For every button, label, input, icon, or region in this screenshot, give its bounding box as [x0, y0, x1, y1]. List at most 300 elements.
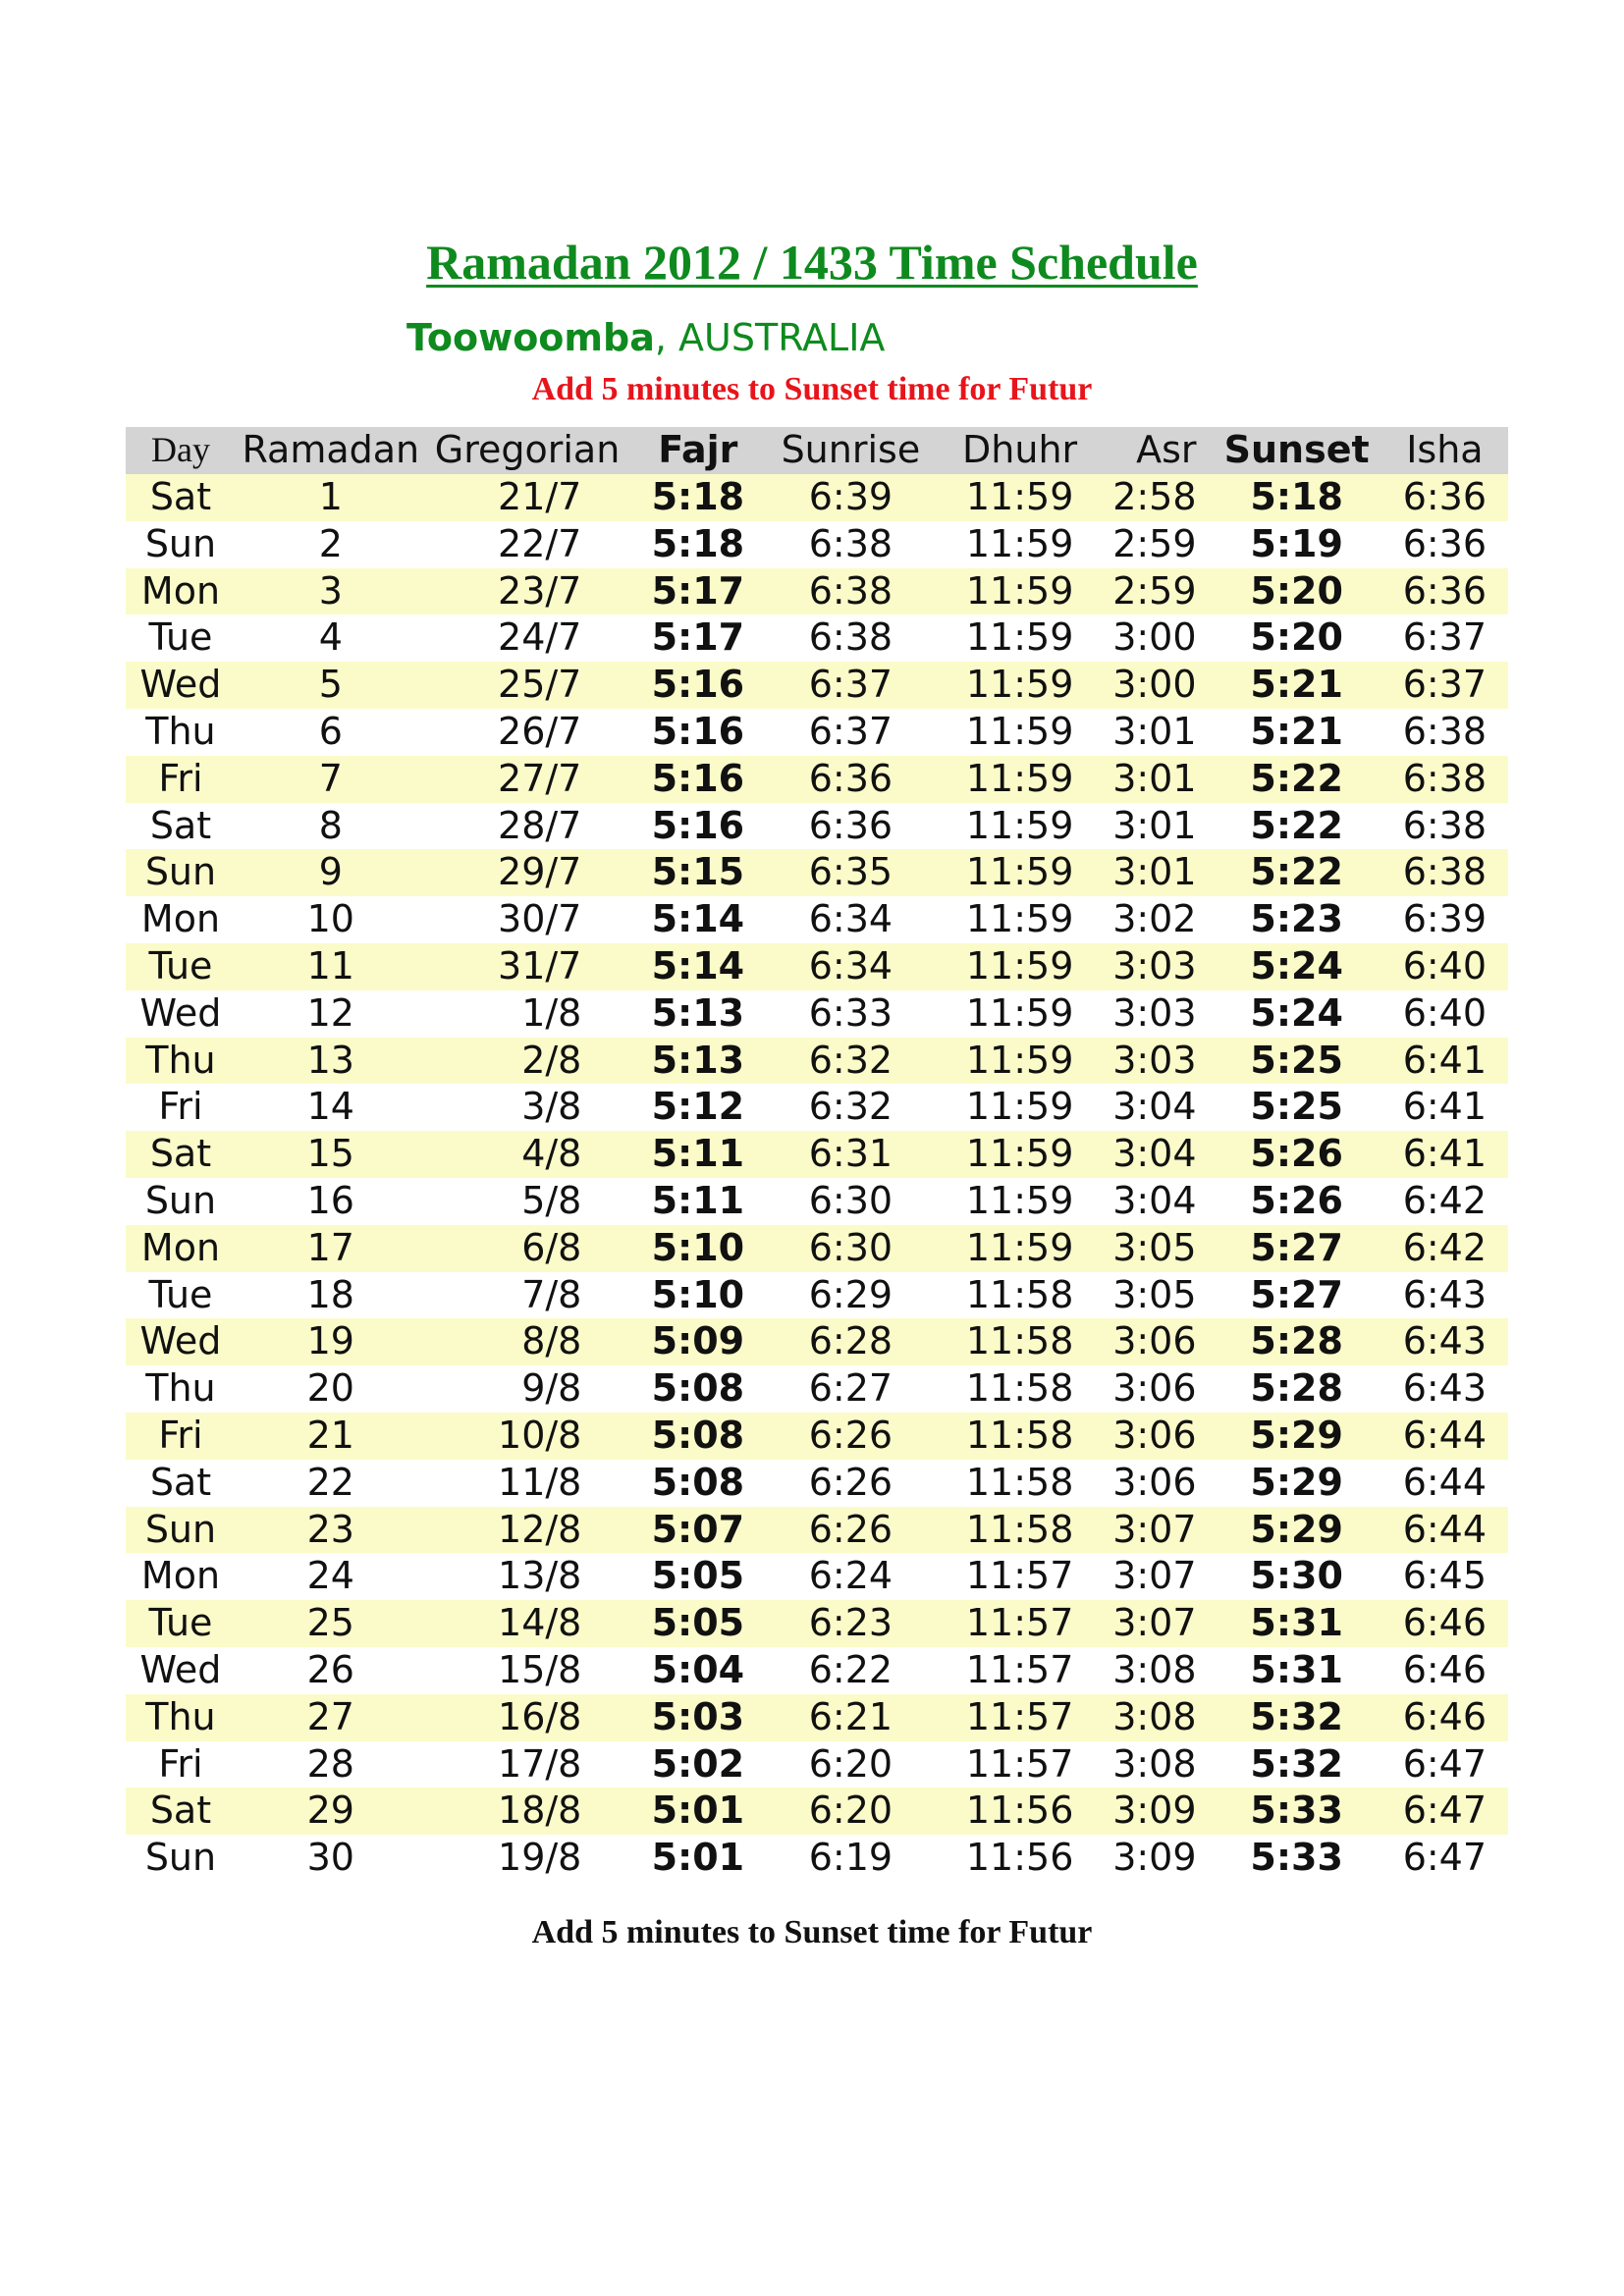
cell-isha: 6:43: [1402, 1366, 1488, 1411]
table-row: [126, 1553, 1508, 1600]
cell-fajr: 5:10: [651, 1272, 745, 1316]
cell-sunrise: 6:19: [808, 1836, 893, 1880]
cell-sunrise: 6:26: [767, 1507, 934, 1554]
cell-isha: 6:39: [1402, 897, 1488, 941]
cell-sunrise: 6:28: [767, 1318, 934, 1365]
cell-fajr: 5:18: [651, 521, 745, 565]
cell-fajr: 5:08: [651, 1366, 745, 1411]
cell-fajr: 5:14: [628, 943, 767, 990]
cell-fajr: 5:16: [628, 662, 767, 709]
cell-dhuhr: 11:59: [934, 1225, 1105, 1272]
cell-asr: 3:00: [1106, 662, 1213, 709]
page-title-text: Ramadan 2012 / 1433 Time Schedule: [426, 235, 1198, 290]
table-row: [126, 1365, 1508, 1413]
cell-sunrise: 6:30: [808, 1178, 893, 1222]
cell-ramadan: 29: [236, 1788, 426, 1835]
cell-sunrise: 6:20: [767, 1788, 934, 1835]
cell-sunset: 5:19: [1250, 521, 1343, 565]
cell-dhuhr: 11:59: [934, 943, 1105, 990]
cell-sunset: 5:22: [1213, 756, 1381, 803]
table-row: [126, 521, 1508, 568]
cell-isha: 6:44: [1381, 1413, 1508, 1460]
cell-isha: 6:47: [1381, 1788, 1508, 1835]
cell-sunset: 5:27: [1213, 1225, 1381, 1272]
header-fajr: Fajr: [628, 427, 767, 474]
cell-asr: 3:05: [1106, 1225, 1213, 1272]
table-row: [126, 1318, 1508, 1365]
cell-isha: 6:37: [1402, 615, 1488, 660]
cell-fajr: 5:05: [628, 1600, 767, 1647]
cell-gregorian: 12/8: [426, 1507, 629, 1554]
cell-gregorian: 5/8: [521, 1178, 582, 1222]
cell-sunset: 5:23: [1250, 897, 1343, 941]
cell-gregorian: 16/8: [426, 1694, 629, 1741]
cell-gregorian: 22/7: [498, 521, 582, 565]
cell-asr: 3:09: [1112, 1836, 1197, 1880]
cell-ramadan: 10: [306, 897, 354, 941]
cell-isha: 6:41: [1402, 1085, 1488, 1129]
cell-sunset: 5:32: [1250, 1741, 1343, 1786]
cell-fajr: 5:16: [628, 756, 767, 803]
cell-sunrise: 6:26: [808, 1460, 893, 1504]
table-row: [126, 1647, 1508, 1694]
header-asr: Asr: [1106, 427, 1213, 474]
cell-fajr: 5:11: [628, 1131, 767, 1178]
cell-dhuhr: 11:58: [934, 1413, 1105, 1460]
cell-asr: 3:01: [1112, 803, 1197, 847]
cell-isha: 6:38: [1381, 756, 1508, 803]
cell-isha: 6:44: [1381, 1507, 1508, 1554]
cell-day: Sun: [126, 849, 236, 896]
cell-ramadan: 25: [236, 1600, 426, 1647]
table-row: [126, 896, 1508, 943]
cell-gregorian: 2/8: [426, 1038, 629, 1085]
cell-sunrise: 6:32: [808, 1085, 893, 1129]
table-row: [126, 1038, 1508, 1085]
cell-ramadan: 1: [236, 474, 426, 521]
cell-sunset: 5:33: [1213, 1788, 1381, 1835]
location: [406, 316, 885, 359]
cell-sunrise: 6:23: [767, 1600, 934, 1647]
cell-fajr: 5:14: [651, 897, 745, 941]
cell-sunrise: 6:35: [767, 849, 934, 896]
cell-day: Tue: [148, 615, 213, 660]
location-country: AUSTRALIA: [678, 316, 886, 359]
cell-gregorian: 23/7: [426, 568, 629, 615]
cell-isha: 6:47: [1402, 1741, 1488, 1786]
cell-ramadan: 8: [318, 803, 343, 847]
header-day: Day: [126, 427, 236, 474]
cell-fajr: 5:07: [628, 1507, 767, 1554]
cell-sunrise: 6:22: [808, 1647, 893, 1691]
cell-sunrise: 6:34: [808, 897, 893, 941]
cell-gregorian: 18/8: [426, 1788, 629, 1835]
cell-sunrise: 6:21: [767, 1694, 934, 1741]
cell-sunrise: 6:38: [767, 568, 934, 615]
cell-dhuhr: 11:59: [934, 568, 1105, 615]
cell-day: Sat: [149, 1460, 212, 1504]
cell-gregorian: 31/7: [426, 943, 629, 990]
cell-asr: 3:05: [1112, 1272, 1197, 1316]
cell-dhuhr: 11:59: [934, 849, 1105, 896]
cell-dhuhr: 11:59: [934, 1038, 1105, 1085]
cell-gregorian: 27/7: [426, 756, 629, 803]
cell-isha: 6:41: [1381, 1038, 1508, 1085]
cell-isha: 6:47: [1402, 1836, 1488, 1880]
cell-fajr: 5:13: [628, 1038, 767, 1085]
cell-day: Fri: [158, 1085, 203, 1129]
cell-day: Sat: [126, 1131, 236, 1178]
cell-sunrise: 6:34: [767, 943, 934, 990]
table-row: [126, 990, 1508, 1038]
cell-isha: 6:38: [1381, 849, 1508, 896]
cell-asr: 3:07: [1106, 1507, 1213, 1554]
cell-ramadan: 4: [318, 615, 343, 660]
cell-day: Thu: [145, 709, 216, 753]
location-city: Toowoomba: [406, 316, 655, 359]
cell-ramadan: 26: [306, 1647, 354, 1691]
cell-sunset: 5:22: [1213, 849, 1381, 896]
cell-dhuhr: 11:57: [934, 1600, 1105, 1647]
cell-sunrise: 6:27: [808, 1366, 893, 1411]
cell-day: Sun: [144, 521, 217, 565]
cell-fajr: 5:03: [628, 1694, 767, 1741]
cell-day: Sun: [126, 1507, 236, 1554]
cell-dhuhr: 11:59: [934, 662, 1105, 709]
cell-fajr: 5:10: [628, 1225, 767, 1272]
cell-sunrise: 6:20: [808, 1741, 893, 1786]
cell-ramadan: 11: [236, 943, 426, 990]
cell-sunrise: 6:36: [808, 803, 893, 847]
cell-gregorian: 8/8: [426, 1318, 629, 1365]
cell-fajr: 5:17: [628, 568, 767, 615]
cell-sunset: 5:29: [1213, 1413, 1381, 1460]
cell-ramadan: 27: [236, 1694, 426, 1741]
cell-ramadan: 28: [306, 1741, 354, 1786]
cell-ramadan: 24: [306, 1554, 354, 1598]
cell-day: Fri: [126, 1413, 236, 1460]
header-ramadan: Ramadan: [236, 427, 426, 474]
cell-asr: 3:07: [1106, 1600, 1213, 1647]
header-dhuhr: Dhuhr: [934, 427, 1105, 474]
cell-day: Mon: [140, 897, 221, 941]
futur-notice-top: Add 5 minutes to Sunset time for Futur: [531, 371, 1093, 407]
cell-fajr: 5:04: [651, 1647, 745, 1691]
cell-isha: 6:40: [1381, 943, 1508, 990]
cell-day: Thu: [145, 1366, 216, 1411]
cell-sunset: 5:25: [1250, 1085, 1343, 1129]
cell-sunset: 5:20: [1213, 568, 1381, 615]
cell-dhuhr: 11:59: [934, 474, 1105, 521]
cell-gregorian: 19/8: [498, 1836, 582, 1880]
cell-fajr: 5:18: [628, 474, 767, 521]
cell-sunrise: 6:37: [808, 709, 893, 753]
cell-sunset: 5:18: [1213, 474, 1381, 521]
cell-dhuhr: 11:57: [934, 1694, 1105, 1741]
cell-gregorian: 9/8: [521, 1366, 582, 1411]
cell-asr: 3:01: [1106, 756, 1213, 803]
cell-sunset: 5:27: [1250, 1272, 1343, 1316]
cell-ramadan: 12: [306, 990, 354, 1035]
futur-notice-bottom: Add 5 minutes to Sunset time for Futur: [531, 1914, 1093, 1950]
cell-isha: 6:46: [1381, 1694, 1508, 1741]
cell-ramadan: 13: [236, 1038, 426, 1085]
cell-isha: 6:42: [1402, 1178, 1488, 1222]
cell-sunrise: 6:29: [808, 1272, 893, 1316]
table-row: [126, 1835, 1508, 1882]
cell-fajr: 5:08: [628, 1413, 767, 1460]
cell-asr: 3:08: [1106, 1694, 1213, 1741]
cell-dhuhr: 11:59: [965, 615, 1074, 660]
cell-gregorian: 7/8: [521, 1272, 582, 1316]
table-row: [126, 662, 1508, 709]
cell-day: Mon: [126, 568, 236, 615]
cell-sunset: 5:28: [1213, 1318, 1381, 1365]
cell-isha: 6:43: [1402, 1272, 1488, 1316]
cell-fajr: 5:01: [651, 1836, 745, 1880]
cell-day: Fri: [126, 756, 236, 803]
cell-sunset: 5:26: [1213, 1131, 1381, 1178]
cell-ramadan: 19: [236, 1318, 426, 1365]
cell-day: Wed: [126, 662, 236, 709]
cell-sunset: 5:28: [1250, 1366, 1343, 1411]
cell-dhuhr: 11:59: [965, 803, 1074, 847]
table-body: [126, 474, 1508, 1882]
cell-dhuhr: 11:58: [934, 1507, 1105, 1554]
table-header-row: [126, 427, 1508, 474]
cell-day: Tue: [126, 943, 236, 990]
cell-asr: 3:06: [1112, 1460, 1197, 1504]
cell-dhuhr: 11:59: [965, 1085, 1074, 1129]
cell-isha: 6:46: [1402, 1647, 1488, 1691]
cell-sunset: 5:22: [1250, 803, 1343, 847]
cell-day: Sat: [126, 1788, 236, 1835]
cell-sunset: 5:21: [1213, 662, 1381, 709]
cell-sunrise: 6:33: [808, 990, 893, 1035]
cell-fajr: 5:12: [651, 1085, 745, 1129]
cell-gregorian: 1/8: [521, 990, 582, 1035]
cell-ramadan: 16: [306, 1178, 354, 1222]
cell-gregorian: 24/7: [498, 615, 582, 660]
cell-dhuhr: 11:58: [934, 1318, 1105, 1365]
cell-sunrise: 6:30: [767, 1225, 934, 1272]
cell-fajr: 5:08: [651, 1460, 745, 1504]
table-row: [126, 1741, 1508, 1789]
table-row: [126, 803, 1508, 850]
table-row: [126, 568, 1508, 615]
table-row: [126, 1131, 1508, 1178]
cell-ramadan: 6: [318, 709, 343, 753]
cell-gregorian: 3/8: [521, 1085, 582, 1129]
cell-asr: 2:59: [1112, 521, 1197, 565]
cell-sunset: 5:33: [1250, 1836, 1343, 1880]
cell-sunset: 5:25: [1213, 1038, 1381, 1085]
cell-gregorian: 4/8: [426, 1131, 629, 1178]
cell-isha: 6:40: [1402, 990, 1488, 1035]
cell-day: Wed: [139, 990, 222, 1035]
cell-asr: 3:07: [1112, 1554, 1197, 1598]
cell-sunset: 5:24: [1250, 990, 1343, 1035]
cell-isha: 6:44: [1402, 1460, 1488, 1504]
cell-sunrise: 6:32: [767, 1038, 934, 1085]
cell-isha: 6:37: [1381, 662, 1508, 709]
table-row: [126, 849, 1508, 896]
cell-asr: 3:08: [1112, 1647, 1197, 1691]
cell-fajr: 5:16: [651, 803, 745, 847]
table-row: [126, 1788, 1508, 1835]
table-row: [126, 1178, 1508, 1225]
cell-day: Mon: [140, 1554, 221, 1598]
cell-fajr: 5:13: [651, 990, 745, 1035]
cell-dhuhr: 11:59: [965, 709, 1074, 753]
cell-asr: 3:01: [1106, 849, 1213, 896]
cell-ramadan: 15: [236, 1131, 426, 1178]
cell-dhuhr: 11:56: [934, 1788, 1105, 1835]
cell-fajr: 5:09: [628, 1318, 767, 1365]
cell-sunset: 5:31: [1250, 1647, 1343, 1691]
cell-isha: 6:36: [1402, 521, 1488, 565]
cell-asr: 3:06: [1106, 1413, 1213, 1460]
header-sunset: Sunset: [1213, 427, 1381, 474]
cell-gregorian: 26/7: [498, 709, 582, 753]
cell-ramadan: 30: [306, 1836, 354, 1880]
table-row: [126, 1272, 1508, 1319]
cell-sunrise: 6:36: [767, 756, 934, 803]
cell-asr: 3:03: [1112, 990, 1197, 1035]
cell-ramadan: 2: [318, 521, 343, 565]
cell-ramadan: 22: [306, 1460, 354, 1504]
cell-gregorian: 21/7: [426, 474, 629, 521]
cell-sunrise: 6:38: [808, 615, 893, 660]
cell-fajr: 5:01: [628, 1788, 767, 1835]
cell-day: Mon: [126, 1225, 236, 1272]
cell-sunset: 5:29: [1213, 1507, 1381, 1554]
cell-day: Thu: [126, 1038, 236, 1085]
cell-dhuhr: 11:58: [965, 1366, 1074, 1411]
cell-day: Wed: [139, 1647, 222, 1691]
cell-dhuhr: 11:59: [965, 1178, 1074, 1222]
cell-dhuhr: 11:59: [965, 521, 1074, 565]
cell-gregorian: 30/7: [498, 897, 582, 941]
cell-gregorian: 6/8: [426, 1225, 629, 1272]
cell-asr: 3:09: [1106, 1788, 1213, 1835]
cell-gregorian: 17/8: [498, 1741, 582, 1786]
cell-isha: 6:46: [1381, 1600, 1508, 1647]
cell-isha: 6:42: [1381, 1225, 1508, 1272]
cell-isha: 6:38: [1402, 803, 1488, 847]
header-isha: Isha: [1381, 427, 1508, 474]
table-row: [126, 1225, 1508, 1272]
cell-sunset: 5:21: [1250, 709, 1343, 753]
cell-day: Sat: [126, 474, 236, 521]
cell-asr: 3:04: [1112, 1178, 1197, 1222]
cell-asr: 3:03: [1106, 943, 1213, 990]
cell-day: Sun: [144, 1836, 217, 1880]
cell-isha: 6:43: [1381, 1318, 1508, 1365]
cell-sunrise: 6:26: [767, 1413, 934, 1460]
cell-fajr: 5:11: [651, 1178, 745, 1222]
cell-sunset: 5:29: [1250, 1460, 1343, 1504]
table-row: [126, 1084, 1508, 1131]
cell-asr: 3:03: [1106, 1038, 1213, 1085]
cell-ramadan: 20: [306, 1366, 354, 1411]
cell-day: Fri: [158, 1741, 203, 1786]
cell-fajr: 5:15: [628, 849, 767, 896]
cell-isha: 6:36: [1381, 474, 1508, 521]
cell-fajr: 5:02: [651, 1741, 745, 1786]
cell-isha: 6:41: [1381, 1131, 1508, 1178]
cell-ramadan: 18: [306, 1272, 354, 1316]
cell-dhuhr: 11:59: [934, 756, 1105, 803]
cell-gregorian: 25/7: [426, 662, 629, 709]
cell-ramadan: 3: [236, 568, 426, 615]
page-title: [0, 234, 1624, 291]
cell-dhuhr: 11:57: [965, 1554, 1074, 1598]
cell-asr: 3:01: [1112, 709, 1197, 753]
table-row: [126, 1413, 1508, 1460]
table-row: [126, 614, 1508, 662]
cell-gregorian: 28/7: [498, 803, 582, 847]
cell-asr: 3:04: [1112, 1085, 1197, 1129]
cell-sunrise: 6:24: [808, 1554, 893, 1598]
cell-isha: 6:45: [1402, 1554, 1488, 1598]
cell-isha: 6:38: [1402, 709, 1488, 753]
table-row: [126, 1507, 1508, 1554]
header-sunrise: Sunrise: [767, 427, 934, 474]
cell-day: Tue: [148, 1272, 213, 1316]
cell-sunset: 5:32: [1213, 1694, 1381, 1741]
cell-dhuhr: 11:58: [965, 1460, 1074, 1504]
cell-ramadan: 14: [306, 1085, 354, 1129]
cell-asr: 3:00: [1112, 615, 1197, 660]
cell-dhuhr: 11:59: [965, 990, 1074, 1035]
cell-fajr: 5:05: [651, 1554, 745, 1598]
cell-sunset: 5:26: [1250, 1178, 1343, 1222]
cell-gregorian: 15/8: [498, 1647, 582, 1691]
cell-isha: 6:36: [1381, 568, 1508, 615]
cell-asr: 3:06: [1112, 1366, 1197, 1411]
cell-day: Sun: [144, 1178, 217, 1222]
cell-dhuhr: 11:58: [965, 1272, 1074, 1316]
cell-fajr: 5:16: [651, 709, 745, 753]
table-row: [126, 756, 1508, 803]
table-row: [126, 1694, 1508, 1741]
cell-gregorian: 11/8: [498, 1460, 582, 1504]
cell-dhuhr: 11:57: [965, 1647, 1074, 1691]
cell-asr: 3:08: [1112, 1741, 1197, 1786]
cell-asr: 3:04: [1106, 1131, 1213, 1178]
cell-gregorian: 29/7: [426, 849, 629, 896]
cell-fajr: 5:17: [651, 615, 745, 660]
cell-sunrise: 6:31: [767, 1131, 934, 1178]
cell-ramadan: 9: [236, 849, 426, 896]
header-gregorian: Gregorian: [426, 427, 629, 474]
cell-dhuhr: 11:57: [965, 1741, 1074, 1786]
table-row: [126, 709, 1508, 756]
cell-day: Sat: [149, 803, 212, 847]
cell-sunset: 5:31: [1213, 1600, 1381, 1647]
cell-asr: 2:59: [1106, 568, 1213, 615]
location-separator: ,: [654, 316, 667, 359]
cell-asr: 3:06: [1106, 1318, 1213, 1365]
cell-asr: 3:02: [1112, 897, 1197, 941]
cell-sunset: 5:30: [1250, 1554, 1343, 1598]
table-row: [126, 943, 1508, 990]
table-row: [126, 1600, 1508, 1647]
cell-dhuhr: 11:59: [934, 1131, 1105, 1178]
cell-dhuhr: 11:59: [965, 897, 1074, 941]
cell-day: Tue: [126, 1600, 236, 1647]
